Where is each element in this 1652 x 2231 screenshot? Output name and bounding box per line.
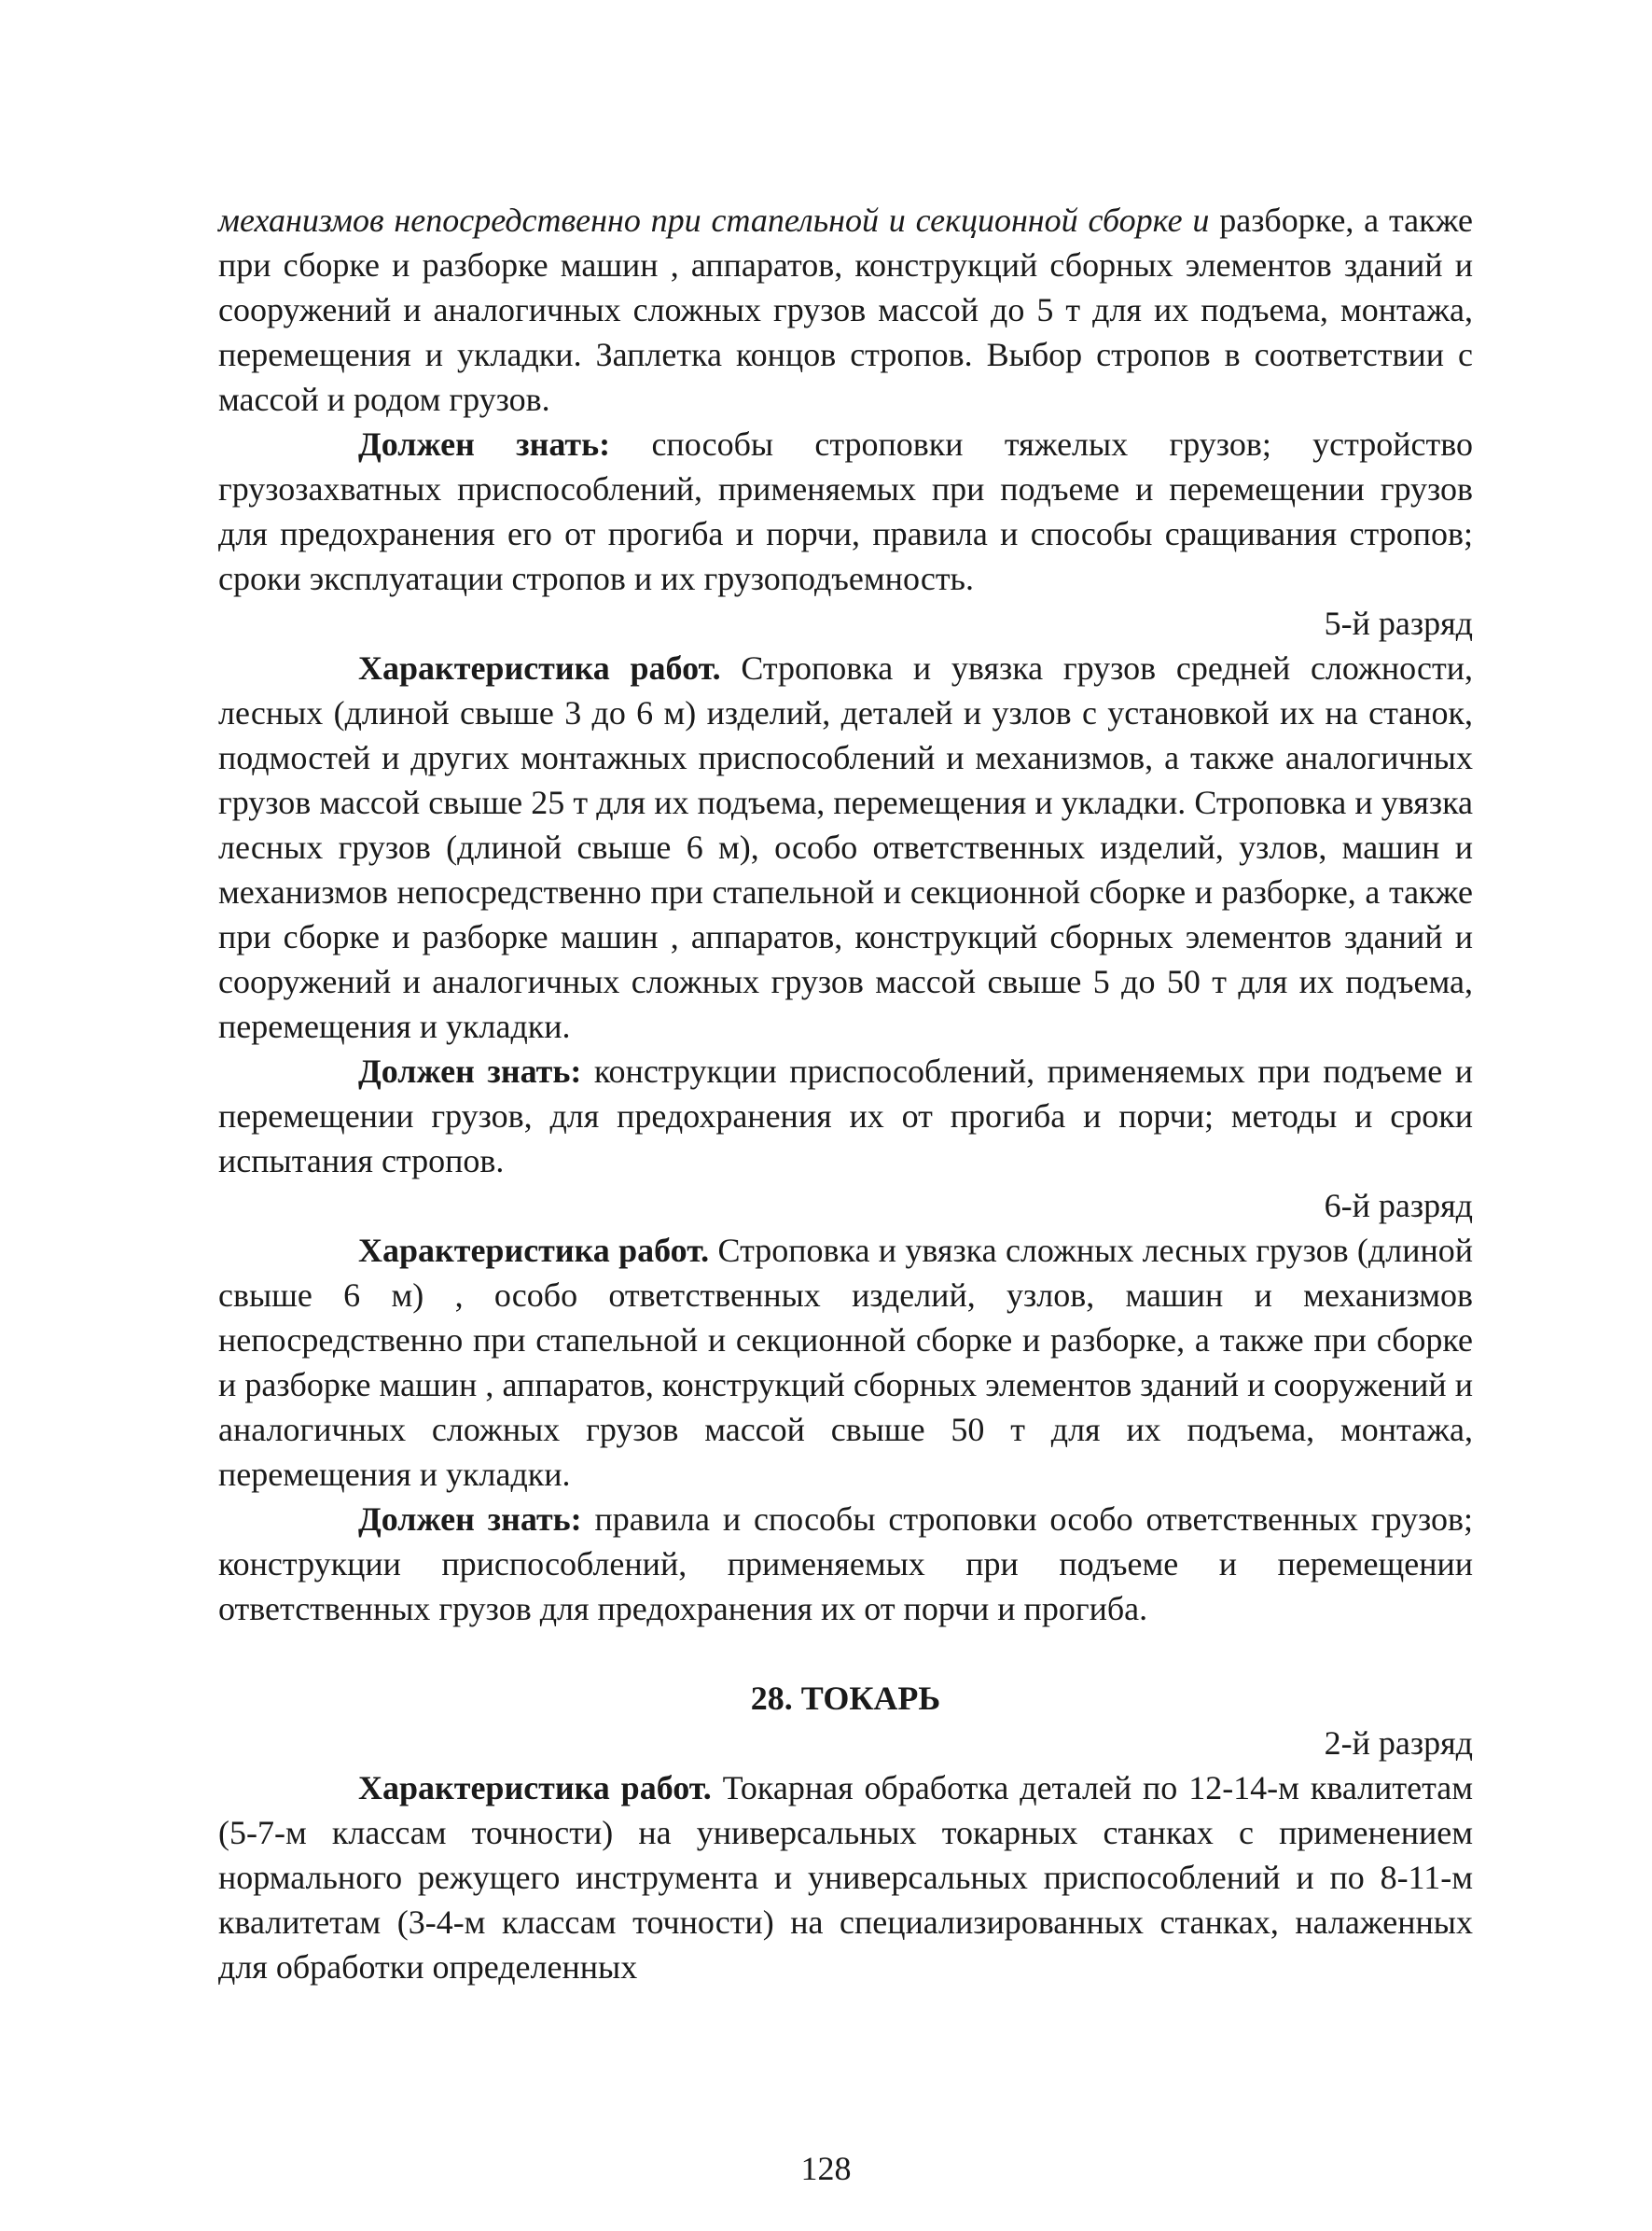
page-number: 128 [800,2150,852,2187]
paragraph-text: Строповка и увязка сложных лесных грузов (длиной свыше 6 м) , особо ответственных изделий, узлов, машин и механизмов непосредственно при стапельной и секционной сборке и разборке, а также при сборке и разборке машин , аппаратов, конструкций сборных элементов зданий и сооружений и аналогичных сложных грузов массой свыше 50 т для их подъема, монтажа, перемещения и укладки. [218,1232,1473,1493]
paragraph-work-characteristics [218,646,1473,1049]
paragraph-label: Должен знать: [358,1053,582,1090]
paragraph-text: разборке, а также при сборке и разборке машин , аппаратов, конструкций сборных элементов зданий и сооружений и аналогичных сложных грузов массой до 5 т для их подъема, монтажа, перемещения и укладки. Заплетка концов стропов. Выбор стропов в соответствии с массой и родом грузов. [218,202,1473,418]
paragraph-text: Токарная обработка деталей по 12-14-м квалитетам (5-7-м классам точности) на универсальных токарных станках с применением нормального режущего инструмента и универсальных приспособлений и по 8-11-м квалитетам (3-4-м классам точности) на специализированных станках, налаженных для обработки определенных [218,1769,1474,1986]
paragraph-label: Должен знать: [358,425,611,463]
paragraph-should-know [218,1497,1473,1631]
document-body [218,198,1473,1989]
paragraph-label: Характеристика работ. [358,1232,710,1269]
paragraph-work-characteristics [218,1765,1473,1989]
paragraph-text: конструкции приспособлений, применяемых при подъеме и перемещении грузов, для предохранения их от прогиба и порчи; методы и сроки испытания стропов. [218,1053,1473,1179]
paragraph-should-know [218,422,1473,601]
paragraph-text: способы строповки тяжелых грузов; устройство грузозахватных приспособлений, применяемых при подъеме и перемещении грузов для предохранения его от прогиба и порчи, правила и способы сращивания стропов; сроки эксплуатации стропов и их грузоподъемность. [218,425,1474,597]
paragraph-label: Характеристика работ. [358,1769,712,1806]
paragraph-text: правила и способы строповки особо ответственных грузов; конструкции приспособлений, применяемых при подъеме и перемещении ответственных грузов для предохранения их от порчи и прогиба. [218,1500,1473,1627]
paragraph-label: Должен знать: [358,1500,582,1538]
paragraph-work-characteristics [218,1228,1473,1497]
paragraph-should-know [218,1049,1473,1183]
paragraph-continuation [218,198,1473,422]
paragraph-text: Строповка и увязка грузов средней сложности, лесных (длиной свыше 3 до 6 м) изделий, деталей и узлов с установкой их на станок, подмостей и других монтажных приспособлений и механизмов, а также аналогичных грузов массой свыше 25 т для их подъема, перемещения и укладки. Строповка и увязка лесных грузов (длиной свыше 6 м), особо ответственных изделий, узлов, машин и механизмов непосредственно при стапельной и секционной сборке и разборке, а также при сборке и разборке машин , аппаратов, конструкций сборных элементов зданий и сооружений и аналогичных сложных грузов массой свыше 5 до 50 т для их подъема, перемещения и укладки. [218,649,1474,1045]
section-title: 28. ТОКАРЬ [750,1680,941,1717]
rank-heading: 5-й разряд [1324,605,1473,642]
rank-heading: 6-й разряд [1324,1187,1473,1224]
rank-heading: 2-й разряд [1324,1724,1473,1762]
paragraph-lead-italic: механизмов непосредственно при стапельной и секционной сборке и [218,202,1210,239]
paragraph-label: Характеристика работ. [358,649,721,687]
